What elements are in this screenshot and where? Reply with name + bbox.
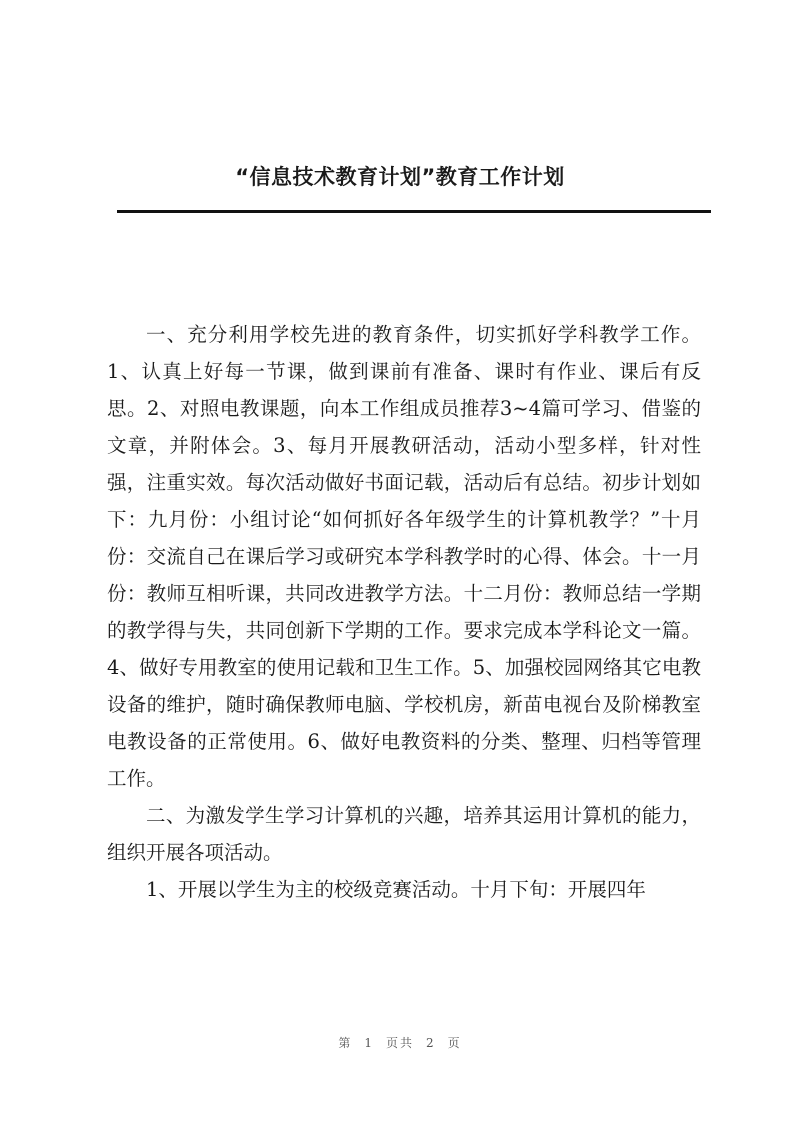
page-footer xyxy=(0,1034,800,1051)
footer-suffix: 页 xyxy=(447,1036,462,1050)
paragraph-1: 一、充分利用学校先进的教育条件，切实抓好学科教学工作。1、认真上好每一节课，做到课前有准备、课时有作业、课后有反思。2、对照电教课题，向本工作组成员推荐3~4篇可学习、借鉴的文章，并附体会。3、每月开展教研活动，活动小型多样，针对性强，注重实效。每次活动做好书面记载，活动后有总结。初步计划如下：九月份：小组讨论“如何抓好各年级学生的计算机教学？”十月份：交流自己在课后学习或研究本学科教学时的心得、体会。十一月份：教师互相听课，共同改进教学方法。十二月份：教师总结一学期的教学得与失，共同创新下学期的工作。要求完成本学科论文一篇。4、做好专用教室的使用记载和卫生工作。5、加强校园网络其它电教设备的维护，随时确保教师电脑、学校机房，新苗电视台及阶梯教室电教设备的正常使用。6、做好电教资料的分类、整理、归档等管理工作。 xyxy=(107,323,701,790)
footer-total-pages: 2 xyxy=(426,1036,436,1050)
footer-prefix: 第 xyxy=(338,1036,353,1050)
paragraph-3: 1、开展以学生为主的校级竞赛活动。十月下旬：开展四年 xyxy=(146,878,646,901)
footer-middle: 页共 xyxy=(385,1036,414,1050)
footer-current-page: 1 xyxy=(364,1036,374,1050)
paragraph-2: 二、为激发学生学习计算机的兴趣，培养其运用计算机的能力，组织开展各项活动。 xyxy=(107,804,701,864)
document-title: “信息技术教育计划”教育工作计划 xyxy=(235,165,565,189)
title-underline-rule xyxy=(117,210,711,213)
document-body xyxy=(107,316,701,908)
